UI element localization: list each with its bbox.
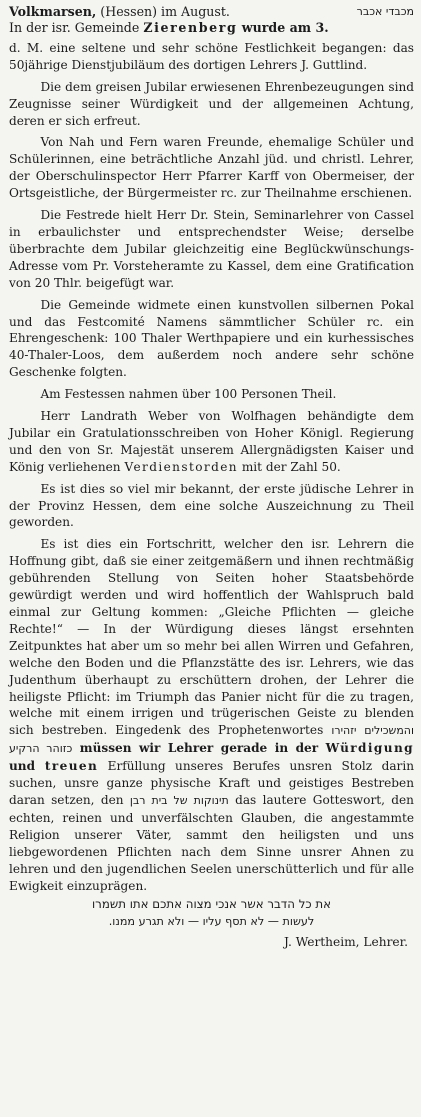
header-hebrew: מכבדי אכבר — [356, 5, 414, 18]
paragraph-9-hebrew-1: והמשכילים יזהירו כזוהר הרקיע — [9, 724, 414, 756]
paragraph-9-text-g: das lautere Gotteswort, den echten, reinen und unverfälschten Glauben, die angestammte Religion unserer Väter, sammt den heiligsten und uns liebgewordenen Pflichten nach dem Sinne unsrer Ahnen zu lehren und den jugendlichen Seelen unerschütterlich und für alle Ewigkeit einzuprägen. — [9, 792, 414, 893]
hebrew-quote-line-2: לעשות — לא תסף עליו — ולא תגרע ממנו. — [108, 915, 315, 929]
intro-place-zierenberg: Zierenberg — [143, 20, 238, 35]
paragraph-5: Die Gemeinde widmete einen kunstvollen silbernen Pokal und das Festcomité Namens sämmtlicher Schüler rc. ein Ehrengeschenk: 100 Thaler Werthpapiere und ein kurhessisches 40-Thaler-Loos, dem außerdem noch andere sehr schöne Geschenke folgten. — [9, 297, 414, 380]
paragraph-9-text-f: Erfüllung unseres Berufes unsren Stolz darin suchen, unsre ganze physische Kraft und geistiges Bestreben daran setzen, den — [9, 759, 414, 807]
paragraph-9-text-d: und — [9, 759, 45, 774]
paragraph-2: Die dem greisen Jubilar erwiesenen Ehrenbezeugungen sind Zeugnisse seiner Würdigkeit und der allgemeinen Achtung, deren er sich erfreut. — [9, 79, 414, 128]
header-place: Volkmarsen, — [9, 4, 97, 19]
paragraph-9-emphasis-2: treuen — [44, 759, 99, 774]
paragraph-9-emphasis-1: Würdigung — [325, 741, 414, 756]
paragraph-9 — [9, 536, 414, 894]
paragraph-3: Von Nah und Fern waren Freunde, ehemalige Schüler und Schülerinnen, eine beträchtliche Anzahl jüd. und christl. Lehrer, der Oberschulinspector Herr Pfarrer Karff von Obermeiser, der Ortsgeistliche, der Bürgermeister rc. zur Theilnahme erschienen. — [9, 135, 414, 201]
hebrew-quote-line-1: את כל הדבר אשר אנכי מצוה אתכם אתו תשמרו — [91, 897, 332, 912]
article-column — [9, 3, 414, 951]
paragraph-8: Es ist dies so viel mir bekannt, der erste jüdische Lehrer in der Provinz Hessen, dem eine solche Auszeichnung zu Theil geworden. — [9, 481, 414, 530]
paragraph-9-text-b: müssen wir Lehrer gerade in der — [72, 741, 326, 756]
paragraph-9-text-a: Es ist dies ein Fortschritt, welcher den isr. Lehrern die Hoffnung gibt, daß sie einer zeitgemäßern und ihnen rechtmäßig gebührenden Stellung von Seiten hoher Staatsbehörde gewürdigt werden und wird hoffentlich der Wahlspruch bald einmal zur Geltung kommen: „Gleiche Pflichten — gleiche Rechte!“ — In der Würdigung dieses längst ersehnten Zeitpunktes hat aber um so mehr bei allen Wirren und Gefahren, welche den Boden und die Pflanzstätte des isr. Lehrers, wie das Judenthum überhaupt zu erschüttern drohen, der Lehrer die heiligste Pflicht: im Triumph das Panier nicht für die zu tragen, welche mit einem irrigen und trügerischen Geiste zu blenden sich bestreben. Eingedenk des Prophetenwortes — [9, 537, 414, 738]
header-region-date: (Hessen) im August. — [96, 4, 230, 19]
header-dateline — [9, 3, 230, 20]
paragraph-4: Die Festrede hielt Herr Dr. Stein, Seminarlehrer von Cassel in erbaulichster und entsprechendster Weise; derselbe überbrachte dem Jubilar gleichzeitig eine Beglückwünschungs-Adresse vom Pr. Vorsteheramte zu Kassel, dem eine Gratification von 20 Thlr. beigefügt war. — [9, 208, 414, 290]
paragraph-7-emphasis: Verdienstorden — [124, 459, 238, 474]
paragraph-7-text: Herr Landrath Weber von Wolfhagen behändigte dem Jubilar ein Gratulationsschreiben von Hoher Königl. Regierung und den von Sr. Majestät unserem Allergnädigsten Kaiser und König verliehenen — [9, 409, 414, 474]
signature: J. Wertheim, Lehrer. — [284, 935, 408, 950]
paragraph-7 — [9, 408, 414, 476]
article-header — [9, 3, 414, 20]
intro-text-a: In der isr. Gemeinde — [9, 20, 144, 35]
paragraph-intro — [9, 20, 414, 37]
paragraph-1: d. M. eine seltene und sehr schöne Festlichkeit begangen: das 50jährige Dienstjubiläum des dortigen Lehrers J. Guttlind. — [9, 40, 414, 72]
paragraph-9-hebrew-2: תינוקות של בית רבן — [129, 793, 229, 807]
paragraph-7-end: mit der Zahl 50. — [237, 459, 341, 474]
intro-text-c: wurde am 3. — [237, 20, 329, 35]
paragraph-6: Am Festessen nahmen über 100 Personen Theil. — [40, 387, 337, 402]
